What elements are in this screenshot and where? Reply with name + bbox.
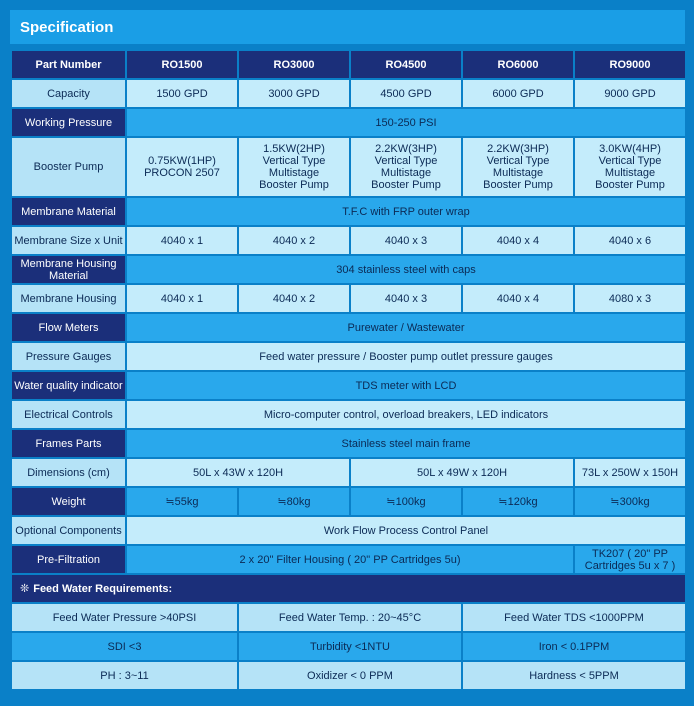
table-row <box>12 198 685 225</box>
feed-header <box>12 575 685 602</box>
table-row <box>12 488 685 515</box>
cell-value <box>575 138 685 196</box>
table-row <box>12 459 685 486</box>
cell-value: 3000 GPD <box>239 80 349 107</box>
cell-value: 4500 GPD <box>351 80 461 107</box>
pump-line: Booster Pump <box>595 179 665 191</box>
cell-value: Feed water pressure / Booster pump outlet pressure gauges <box>127 343 685 370</box>
cell-value: 4040 x 2 <box>239 227 349 254</box>
header-model: RO4500 <box>351 51 461 78</box>
feed-header-row <box>12 575 685 602</box>
row-label: Electrical Controls <box>12 401 125 428</box>
cell-value: 4040 x 1 <box>127 227 237 254</box>
cell-value: 4040 x 1 <box>127 285 237 312</box>
cell-value: Purewater / Wastewater <box>127 314 685 341</box>
cell-value: 4040 x 2 <box>239 285 349 312</box>
pump-line: 1.5KW(2HP) <box>263 143 325 155</box>
cell-value: 4040 x 4 <box>463 285 573 312</box>
page-title-text: Specification <box>20 18 114 36</box>
pump-line: 2.2KW(3HP) <box>375 143 437 155</box>
cell-value: 9000 GPD <box>575 80 685 107</box>
cell-value: ≒100kg <box>351 488 461 515</box>
table-row <box>12 285 685 312</box>
cell-value: 4040 x 3 <box>351 285 461 312</box>
feed-cell: Turbidity <1NTU <box>239 633 461 660</box>
cell-value: 50L x 49W x 120H <box>351 459 573 486</box>
cell-value: Stainless steel main frame <box>127 430 685 457</box>
feed-cell: Iron < 0.1PPM <box>463 633 685 660</box>
cell-value: 73L x 250W x 150H <box>575 459 685 486</box>
pump-line: 2.2KW(3HP) <box>487 143 549 155</box>
row-label-line: Membrane Housing <box>20 257 117 270</box>
pump-line: Multistage <box>380 167 432 179</box>
row-label: Pressure Gauges <box>12 343 125 370</box>
snowflake-icon: ❊ <box>20 582 30 595</box>
cell-value: ≒55kg <box>127 488 237 515</box>
cell-value: 4080 x 3 <box>575 285 685 312</box>
cell-value <box>351 138 461 196</box>
table-row <box>12 372 685 399</box>
row-label: Booster Pump <box>12 138 125 196</box>
cell-value: 1500 GPD <box>127 80 237 107</box>
cell-value: ≒300kg <box>575 488 685 515</box>
pump-line: Vertical Type <box>374 155 438 167</box>
row-label: Working Pressure <box>12 109 125 136</box>
row-label: Membrane Material <box>12 198 125 225</box>
feed-cell: Feed Water TDS <1000PPM <box>463 604 685 631</box>
table-row <box>12 401 685 428</box>
prefilter-line: TK207 ( 20" PP <box>591 547 669 560</box>
feed-row <box>12 633 685 660</box>
header-model: RO3000 <box>239 51 349 78</box>
row-label: Weight <box>12 488 125 515</box>
table-row <box>12 546 685 573</box>
table-row <box>12 109 685 136</box>
header-label: Part Number <box>12 51 125 78</box>
pump-line: Vertical Type <box>598 155 662 167</box>
row-label: Membrane Housing <box>12 285 125 312</box>
page-title <box>10 10 685 44</box>
header-model: RO6000 <box>463 51 573 78</box>
feed-cell: SDI <3 <box>12 633 237 660</box>
row-label: Capacity <box>12 80 125 107</box>
pump-line: 3.0KW(4HP) <box>599 143 661 155</box>
table-row <box>12 227 685 254</box>
row-label: Water quality indicator <box>12 372 125 399</box>
pump-line: Multistage <box>268 167 320 179</box>
pump-line: PROCON 2507 <box>144 167 220 179</box>
table-row <box>12 430 685 457</box>
cell-value: Micro-computer control, overload breakers, LED indicators <box>127 401 685 428</box>
cell-value: 6000 GPD <box>463 80 573 107</box>
cell-value: 4040 x 3 <box>351 227 461 254</box>
header-model: RO1500 <box>127 51 237 78</box>
row-label: Flow Meters <box>12 314 125 341</box>
row-label: Pre-Filtration <box>12 546 125 573</box>
feed-cell: Oxidizer < 0 PPM <box>239 662 461 689</box>
cell-value <box>127 138 237 196</box>
cell-value: 304 stainless steel with caps <box>127 256 685 283</box>
cell-value: 150-250 PSI <box>127 109 685 136</box>
cell-value <box>575 546 685 573</box>
feed-row <box>12 662 685 689</box>
cell-value: 4040 x 6 <box>575 227 685 254</box>
cell-value <box>239 138 349 196</box>
table-row <box>12 517 685 544</box>
table-row <box>12 80 685 107</box>
pump-line: 0.75KW(1HP) <box>148 155 216 167</box>
feed-cell: Feed Water Pressure >40PSI <box>12 604 237 631</box>
table-row <box>12 138 685 196</box>
row-label <box>12 256 125 283</box>
feed-header-text: Feed Water Requirements: <box>33 582 173 595</box>
pump-line: Booster Pump <box>371 179 441 191</box>
cell-value: T.F.C with FRP outer wrap <box>127 198 685 225</box>
pump-line: Vertical Type <box>486 155 550 167</box>
feed-cell: Hardness < 5PPM <box>463 662 685 689</box>
row-label: Dimensions (cm) <box>12 459 125 486</box>
row-label-line: Material <box>48 269 89 282</box>
cell-value: ≒80kg <box>239 488 349 515</box>
pump-line: Multistage <box>492 167 544 179</box>
cell-value: 2 x 20" Filter Housing ( 20" PP Cartridges 5u) <box>127 546 573 573</box>
pump-line: Booster Pump <box>483 179 553 191</box>
row-label: Optional Components <box>12 517 125 544</box>
prefilter-line: Cartridges 5u x 7 ) <box>584 559 676 572</box>
cell-value: TDS meter with LCD <box>127 372 685 399</box>
feed-cell: Feed Water Temp. : 20~45°C <box>239 604 461 631</box>
table-row <box>12 343 685 370</box>
header-model: RO9000 <box>575 51 685 78</box>
cell-value: 4040 x 4 <box>463 227 573 254</box>
cell-value: Work Flow Process Control Panel <box>127 517 685 544</box>
table-row <box>12 256 685 283</box>
row-label: Membrane Size x Unit <box>12 227 125 254</box>
pump-line: Booster Pump <box>259 179 329 191</box>
header-row <box>12 51 685 78</box>
table-row <box>12 314 685 341</box>
feed-row <box>12 604 685 631</box>
cell-value: 50L x 43W x 120H <box>127 459 349 486</box>
pump-line: Multistage <box>604 167 656 179</box>
cell-value <box>463 138 573 196</box>
pump-line: Vertical Type <box>262 155 326 167</box>
row-label: Frames Parts <box>12 430 125 457</box>
feed-cell: PH : 3~11 <box>12 662 237 689</box>
cell-value: ≒120kg <box>463 488 573 515</box>
spec-table <box>10 49 687 691</box>
